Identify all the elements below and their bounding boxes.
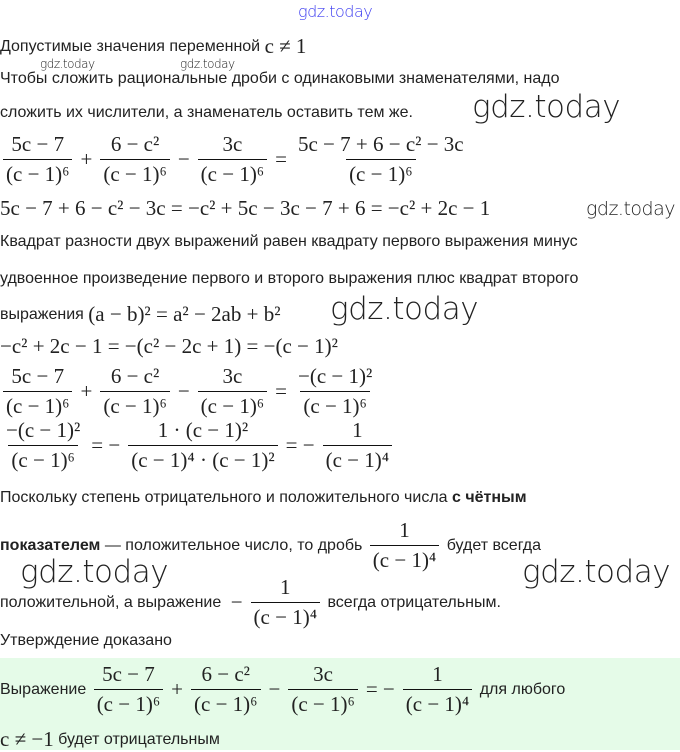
fraction-numerator: 1 bbox=[352, 418, 363, 442]
fraction bbox=[288, 662, 357, 717]
watermark: gdz.today bbox=[522, 554, 671, 590]
watermark: gdz.today bbox=[586, 198, 675, 220]
watermark: gdz.today bbox=[298, 2, 373, 21]
math-expression: c ≠ 1 bbox=[264, 34, 307, 58]
rule-text-line-1 bbox=[0, 70, 560, 88]
math-expression: 5c − 7 + 6 − c² − 3c = −c² + 5c − 3c − 7 + 6 = −c² + 2c − 1 bbox=[0, 196, 491, 220]
rule-text-line-2 bbox=[0, 104, 413, 122]
fraction bbox=[100, 364, 169, 419]
math-operator: − bbox=[268, 677, 281, 701]
math-operator: = − bbox=[285, 433, 315, 457]
watermark: gdz.today bbox=[40, 57, 95, 71]
sum-equation bbox=[0, 132, 470, 187]
numerator-simplification bbox=[0, 196, 490, 221]
reasoning-line-1 bbox=[0, 489, 527, 507]
text-segment: Утверждение доказано bbox=[0, 632, 172, 649]
fraction-numerator: 6 − c² bbox=[201, 662, 250, 686]
fraction-numerator: 1 · (c − 1)² bbox=[157, 418, 249, 442]
fraction-numerator: 3c bbox=[222, 364, 243, 388]
fraction-denominator: (c − 1)⁴ · (c − 1)² bbox=[128, 445, 277, 473]
math-operator: + bbox=[80, 147, 93, 171]
fraction-denominator: (c − 1)⁶ bbox=[8, 445, 77, 473]
sum-equation-factored bbox=[0, 364, 378, 419]
fraction-denominator: (c − 1)⁶ bbox=[3, 159, 72, 187]
fraction-numerator: 5c − 7 bbox=[11, 132, 65, 156]
fraction-denominator: (c − 1)⁶ bbox=[3, 391, 72, 419]
answer-line-1 bbox=[0, 662, 565, 717]
math-operator: = − bbox=[365, 677, 395, 701]
fraction bbox=[3, 418, 83, 473]
fraction-reduction bbox=[0, 418, 395, 473]
fraction-denominator: (c − 1)⁶ bbox=[191, 689, 260, 717]
fraction-numerator: 6 − c² bbox=[110, 364, 160, 388]
fraction-numerator: 1 bbox=[399, 518, 410, 542]
math-operator: − bbox=[230, 590, 243, 614]
math-operator: + bbox=[80, 379, 93, 403]
fraction-denominator: (c − 1)⁶ bbox=[100, 391, 169, 419]
text-segment: для любого bbox=[475, 680, 566, 698]
fraction bbox=[3, 132, 72, 187]
fraction-denominator: (c − 1)⁶ bbox=[198, 159, 267, 187]
math-operator: + bbox=[171, 677, 184, 701]
fraction-denominator: (c − 1)⁶ bbox=[100, 159, 169, 187]
bold-text: показателем bbox=[0, 536, 101, 554]
text-segment: Чтобы сложить рациональные дроби с одинаковыми знаменателями, надо bbox=[0, 70, 560, 87]
fraction bbox=[251, 575, 320, 630]
fraction bbox=[295, 132, 467, 187]
text-segment: Выражение bbox=[0, 680, 91, 698]
fraction-numerator: −(c − 1)² bbox=[6, 418, 81, 442]
watermark: gdz.today bbox=[180, 57, 235, 71]
fraction-denominator: (c − 1)⁶ bbox=[198, 391, 267, 419]
fraction bbox=[370, 518, 439, 573]
fraction-denominator: (c − 1)⁴ bbox=[403, 689, 472, 717]
fraction bbox=[295, 364, 375, 419]
fraction-numerator: 3c bbox=[222, 132, 243, 156]
math-expression: −c² + 2c − 1 = −(c² − 2c + 1) = −(c − 1)² bbox=[0, 334, 338, 358]
conclusion-text bbox=[0, 632, 172, 650]
fraction bbox=[128, 418, 277, 473]
text-segment: Квадрат разности двух выражений равен квадрату первого выражения минус bbox=[0, 233, 578, 250]
fraction-numerator: 5c − 7 + 6 − c² − 3c bbox=[297, 132, 464, 156]
fraction bbox=[403, 662, 472, 717]
square-difference-formula bbox=[0, 302, 281, 327]
fraction-numerator: 3c bbox=[313, 662, 333, 686]
fraction bbox=[3, 364, 72, 419]
fraction bbox=[323, 418, 392, 473]
text-segment: положительной, а выражение bbox=[0, 593, 226, 611]
fraction-denominator: (c − 1)⁶ bbox=[300, 391, 369, 419]
fraction-numerator: 5c − 7 bbox=[102, 662, 155, 686]
watermark: gdz.today bbox=[472, 89, 621, 125]
fraction-denominator: (c − 1)⁶ bbox=[346, 159, 415, 187]
fraction-denominator: (c − 1)⁶ bbox=[94, 689, 163, 717]
text-segment: Допустимые значения переменной bbox=[0, 37, 265, 55]
fraction-denominator: (c − 1)⁴ bbox=[370, 545, 439, 573]
fraction-numerator: 5c − 7 bbox=[11, 364, 65, 388]
text-segment: будет всегда bbox=[442, 536, 542, 554]
math-operator: − bbox=[177, 147, 190, 171]
fraction bbox=[198, 364, 267, 419]
math-operator: = bbox=[275, 379, 287, 403]
text-segment: Поскольку степень отрицательного и положительного числа bbox=[0, 489, 452, 506]
text-segment: сложить их числители, а знаменатель оставить тем же. bbox=[0, 104, 413, 121]
text-segment: — положительное число, то дробь bbox=[100, 536, 367, 554]
fraction-numerator: 1 bbox=[432, 662, 443, 686]
text-segment: будет отрицательным bbox=[53, 730, 220, 748]
fraction-denominator: (c − 1)⁶ bbox=[288, 689, 357, 717]
fraction bbox=[191, 662, 260, 717]
bold-text: с чётным bbox=[452, 489, 527, 506]
fraction-denominator: (c − 1)⁴ bbox=[251, 602, 320, 630]
math-expression: c ≠ −1 bbox=[0, 727, 54, 751]
formula-text-line-1 bbox=[0, 233, 578, 251]
formula-text-line-2 bbox=[0, 270, 578, 288]
watermark: gdz.today bbox=[330, 291, 479, 327]
fraction bbox=[100, 132, 169, 187]
math-operator: = − bbox=[91, 433, 121, 457]
math-operator: = bbox=[275, 147, 287, 171]
answer-line-2 bbox=[0, 727, 220, 752]
text-segment: выражения bbox=[0, 305, 89, 323]
fraction bbox=[198, 132, 267, 187]
text-segment: удвоенное произведение первого и второго выражения плюс квадрат второго bbox=[0, 270, 579, 287]
fraction-numerator: 6 − c² bbox=[110, 132, 160, 156]
numerator-factored bbox=[0, 334, 338, 359]
fraction bbox=[94, 662, 163, 717]
math-operator: − bbox=[177, 379, 190, 403]
fraction-numerator: −(c − 1)² bbox=[297, 364, 373, 388]
fraction-numerator: 1 bbox=[280, 575, 291, 599]
watermark: gdz.today bbox=[20, 554, 169, 590]
text-segment: всегда отрицательным. bbox=[323, 593, 501, 611]
fraction-denominator: (c − 1)⁴ bbox=[323, 445, 392, 473]
domain-line bbox=[0, 34, 306, 59]
math-expression: (a − b)² = a² − 2ab + b² bbox=[88, 302, 281, 326]
